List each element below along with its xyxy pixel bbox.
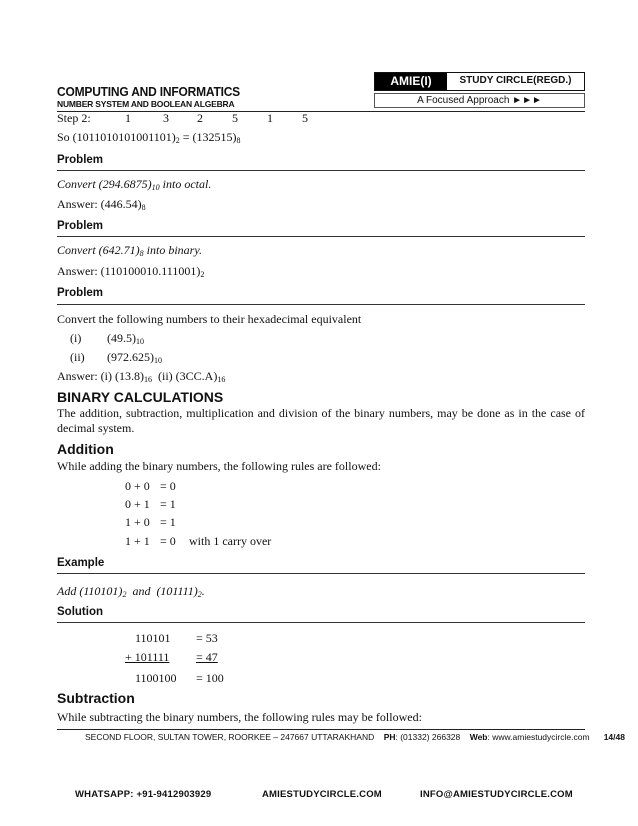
problem-answer: Answer: (i) $(13.8)_{16}$ (ii) $(3CC.A)_{16}$ xyxy=(57,369,226,384)
website-link[interactable]: AMIESTUDYCIRCLE.COM xyxy=(262,789,382,800)
brand-tagline: A Focused Approach ►►► xyxy=(374,93,585,108)
document-header-subtitle: NUMBER SYSTEM AND BOOLEAN ALGEBRA xyxy=(57,99,235,109)
solution-decimal: = 53 xyxy=(196,631,218,645)
solution-binary: 110101 xyxy=(135,631,171,645)
step-digit: 2 xyxy=(197,111,203,125)
rule-rhs: = 1 xyxy=(160,497,176,511)
step-label: Step 2: xyxy=(57,111,91,125)
rule-rhs: = 1 xyxy=(160,515,176,529)
section-title: Addition xyxy=(57,441,114,457)
problem-heading: Problem xyxy=(57,220,104,232)
step-digit: 1 xyxy=(267,111,273,125)
rule-lhs: 1 + 0 xyxy=(125,515,150,529)
list-item-number: (i) xyxy=(70,331,82,345)
document-header-title: COMPUTING AND INFORMATICS xyxy=(57,84,240,100)
problem-heading: Problem xyxy=(57,154,104,166)
rule-rhs: = 0 xyxy=(160,534,176,548)
conversion-result: So $(1011010101001101)_2 = (132515)_8$ xyxy=(57,130,241,145)
section-divider xyxy=(57,236,585,237)
paragraph: The addition, subtraction, multiplication and division of the binary numbers, may be done as in the case of decimal system. xyxy=(57,406,585,435)
step-digit: 5 xyxy=(232,111,238,125)
section-divider xyxy=(57,622,585,623)
section-divider xyxy=(57,170,585,171)
solution-binary: 1100100 xyxy=(135,671,177,685)
whatsapp-contact: WHATSAPP: +91-9412903929 xyxy=(75,789,212,800)
page-number: 14/48 xyxy=(603,732,625,742)
paragraph: While subtracting the binary numbers, the following rules may be followed: xyxy=(57,710,422,724)
list-item-value: $(49.5)_{10}$ xyxy=(107,331,144,346)
brand-box xyxy=(374,72,585,91)
paragraph: While adding the binary numbers, the following rules are followed: xyxy=(57,459,381,473)
rule-lhs: 1 + 1 xyxy=(125,534,150,548)
section-divider xyxy=(57,573,585,574)
brand-study-circle: STUDY CIRCLE(REGD.) xyxy=(459,75,572,86)
problem-answer: Answer: $(446.54)_8$ xyxy=(57,197,146,212)
list-item-value: $(972.625)_{10}$ xyxy=(107,350,162,365)
section-divider xyxy=(57,304,585,305)
header-divider xyxy=(57,111,585,112)
problem-intro: Convert the following numbers to their hexadecimal equivalent xyxy=(57,312,362,326)
problem-question: Convert $(642.71)_8$ into binary. xyxy=(57,243,202,258)
rule-lhs: 0 + 1 xyxy=(125,497,150,511)
rule-rhs: = 0 xyxy=(160,479,176,493)
solution-heading: Solution xyxy=(57,606,103,618)
solution-binary: + 101111 xyxy=(125,650,170,664)
problem-question: Convert $(294.6875)_{10}$ into octal. xyxy=(57,177,212,192)
section-title: Subtraction xyxy=(57,690,135,706)
solution-decimal: = 100 xyxy=(196,671,224,685)
list-item-number: (ii) xyxy=(70,350,85,364)
rule-lhs: 0 + 0 xyxy=(125,479,150,493)
rule-note: with 1 carry over xyxy=(189,534,272,548)
email-contact[interactable]: INFO@AMIESTUDYCIRCLE.COM xyxy=(420,789,573,800)
footer-divider xyxy=(57,729,585,730)
step-digit: 3 xyxy=(163,111,169,125)
section-title: BINARY CALCULATIONS xyxy=(57,389,224,405)
brand-label: AMIE(I) xyxy=(375,73,447,90)
example-heading: Example xyxy=(57,557,105,569)
problem-heading: Problem xyxy=(57,287,104,299)
step-digit: 5 xyxy=(302,111,308,125)
solution-decimal: = 47 xyxy=(196,650,218,664)
example-question: Add $(110101)_2$ and $(101111)_2$. xyxy=(57,584,205,599)
step-digit: 1 xyxy=(125,111,131,125)
problem-answer: Answer: $(110100010.111001)_2$ xyxy=(57,264,205,279)
footer-address-line: SECOND FLOOR, SULTAN TOWER, ROORKEE – 247667 UTTARAKHAND PH: (01332) 266328 Web: www.amiestudycircle.com 14/48 xyxy=(85,732,625,742)
